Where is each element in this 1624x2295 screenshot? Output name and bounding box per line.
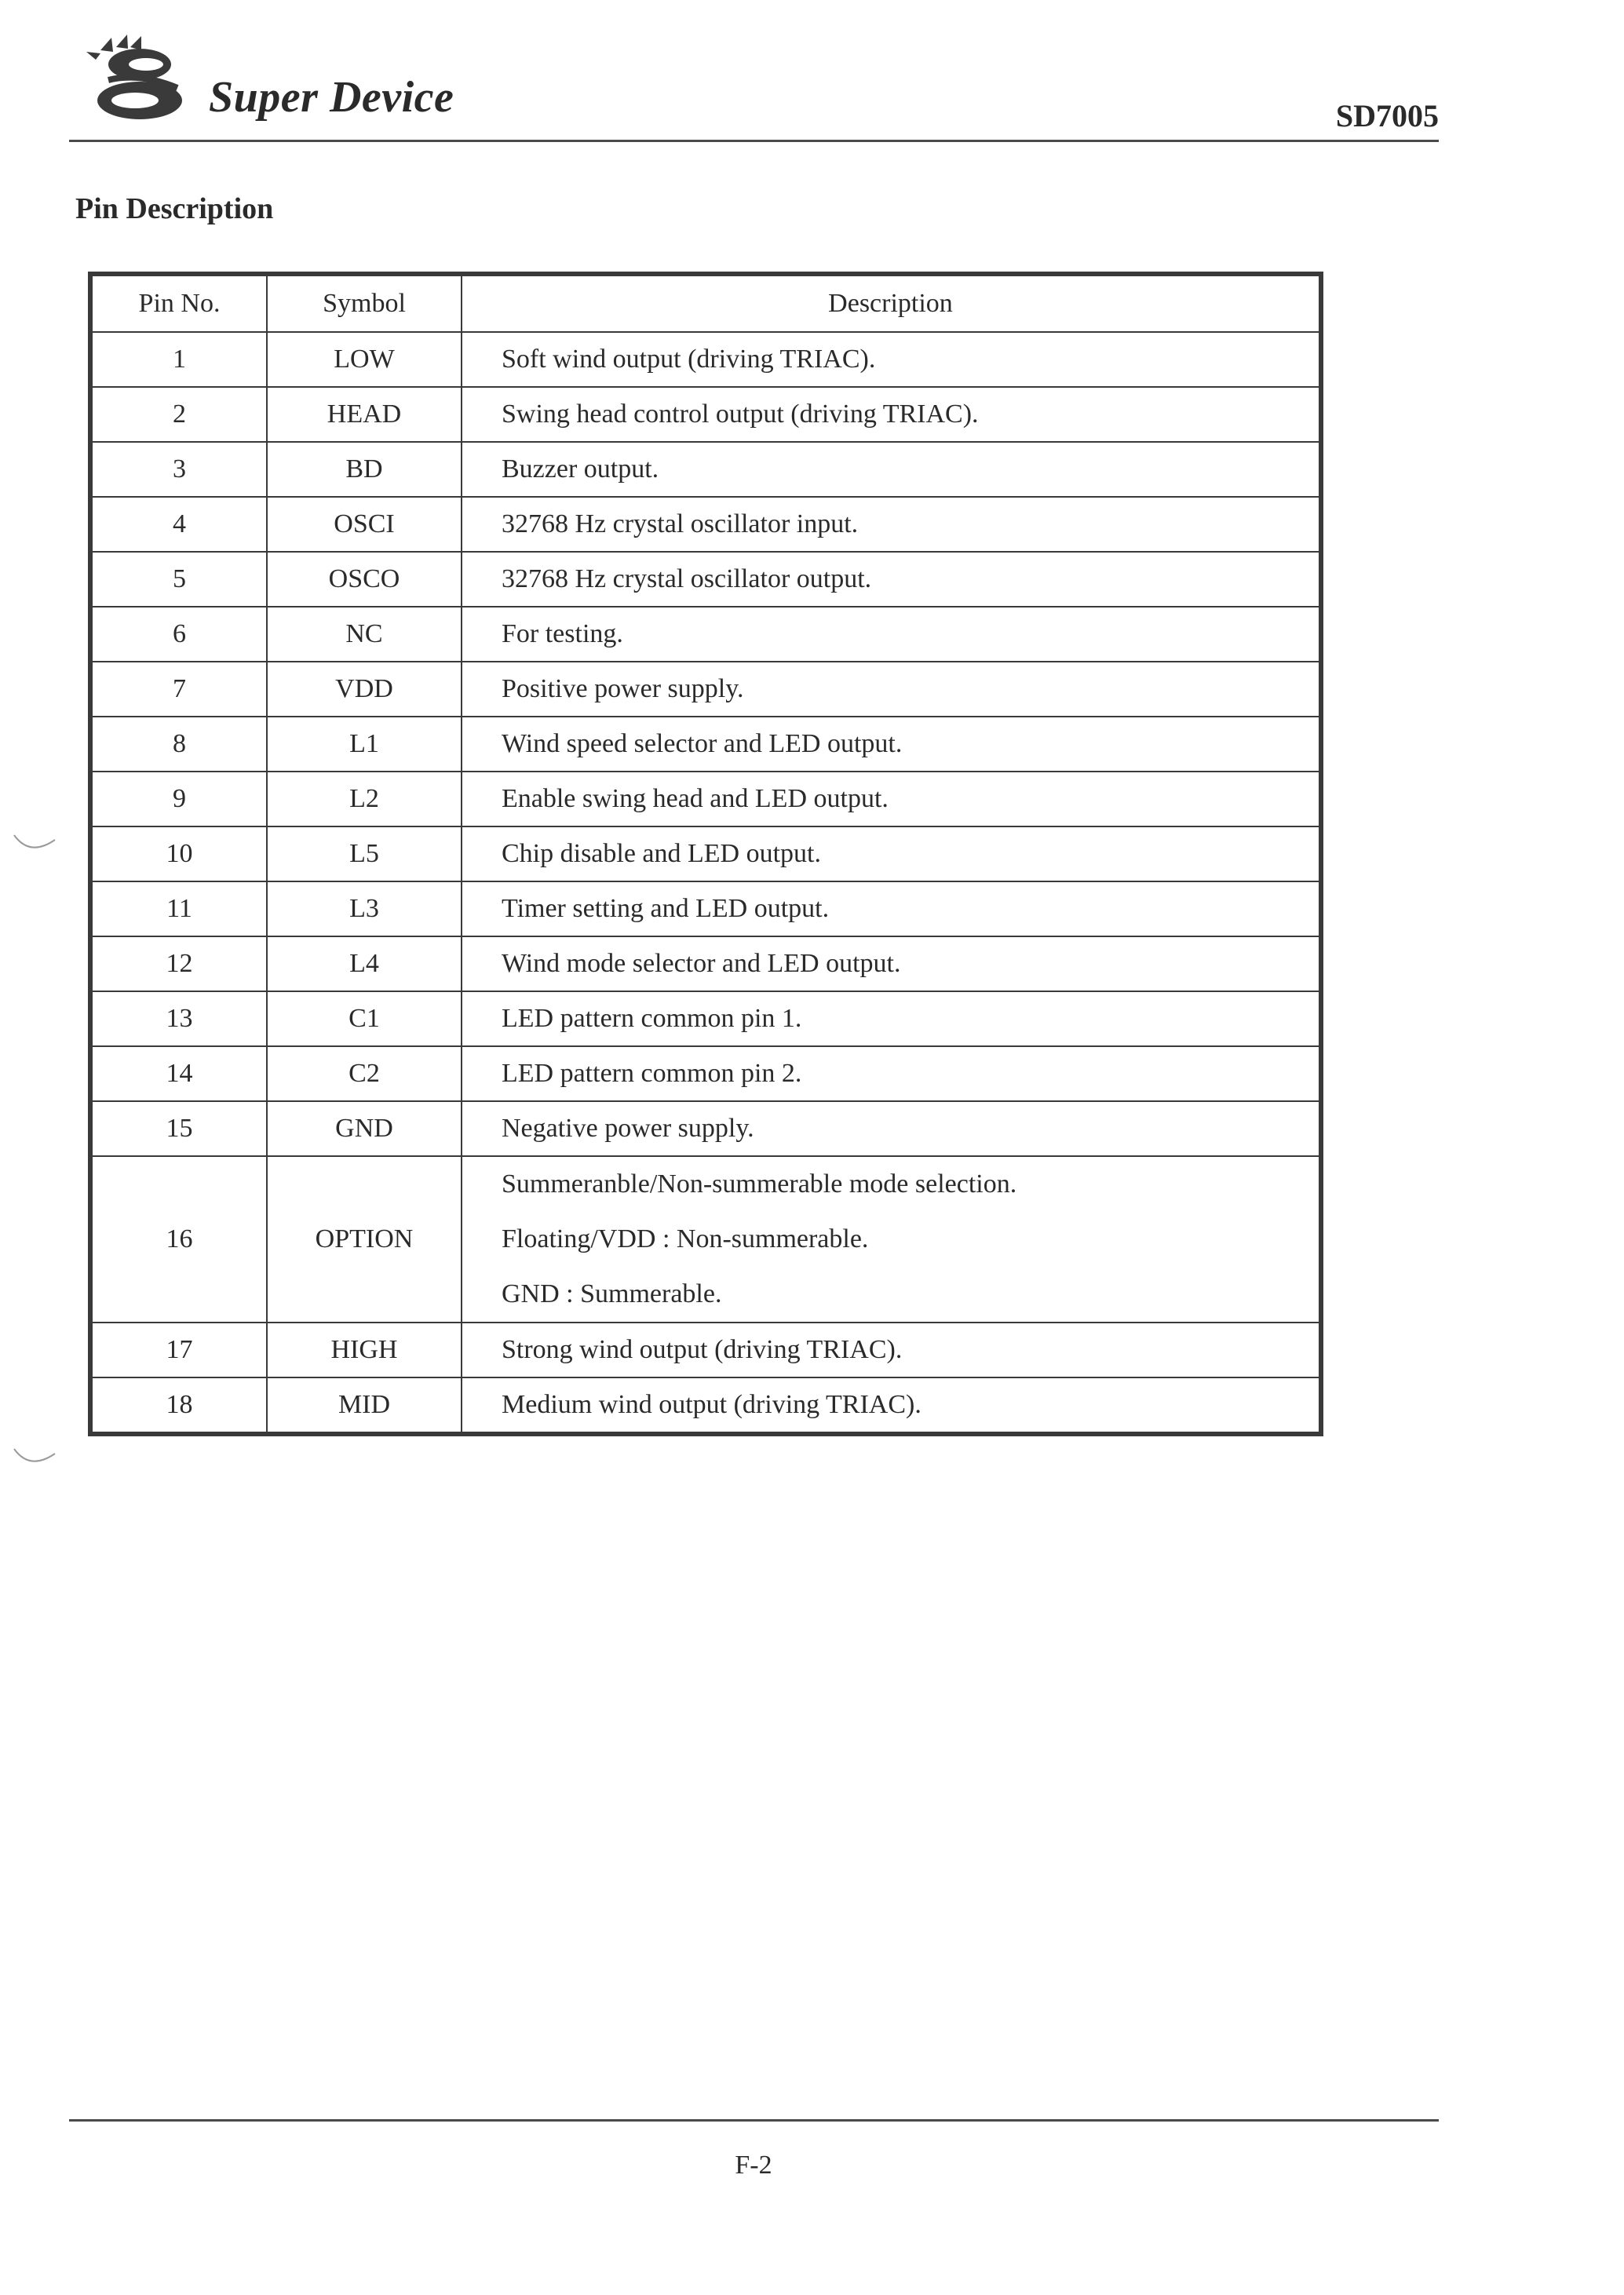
description-cell: 32768 Hz crystal oscillator output. bbox=[462, 552, 1321, 607]
table-row bbox=[90, 387, 1321, 442]
table-row bbox=[90, 881, 1321, 936]
pin-number-cell: 10 bbox=[90, 826, 267, 881]
description-cell: LED pattern common pin 2. bbox=[462, 1046, 1321, 1101]
symbol-cell: L2 bbox=[267, 772, 462, 826]
table-row bbox=[90, 772, 1321, 826]
description-cell: 32768 Hz crystal oscillator input. bbox=[462, 497, 1321, 552]
symbol-cell: C1 bbox=[267, 991, 462, 1046]
pin-number-cell: 17 bbox=[90, 1323, 267, 1377]
description-cell: Positive power supply. bbox=[462, 662, 1321, 717]
column-header-description: Description bbox=[462, 274, 1321, 332]
symbol-cell: VDD bbox=[267, 662, 462, 717]
symbol-cell: MID bbox=[267, 1377, 462, 1434]
symbol-cell: OSCI bbox=[267, 497, 462, 552]
page-header bbox=[0, 0, 1624, 149]
symbol-cell: L4 bbox=[267, 936, 462, 991]
symbol-cell: LOW bbox=[267, 332, 462, 387]
description-line: Summeranble/Non-summerable mode selection. bbox=[502, 1169, 1017, 1199]
super-device-logo-icon bbox=[85, 33, 195, 127]
section-title: Pin Description bbox=[75, 192, 274, 225]
table-row-option bbox=[90, 1156, 1321, 1323]
table-row bbox=[90, 991, 1321, 1046]
symbol-cell: OPTION bbox=[267, 1156, 462, 1323]
symbol-cell: HEAD bbox=[267, 387, 462, 442]
pin-number-cell: 2 bbox=[90, 387, 267, 442]
symbol-cell: HIGH bbox=[267, 1323, 462, 1377]
table-row bbox=[90, 662, 1321, 717]
table-header-row bbox=[90, 274, 1321, 332]
pin-number-cell: 4 bbox=[90, 497, 267, 552]
pin-number-cell: 13 bbox=[90, 991, 267, 1046]
table-row bbox=[90, 1101, 1321, 1156]
pin-number-cell: 5 bbox=[90, 552, 267, 607]
description-cell: Medium wind output (driving TRIAC). bbox=[462, 1377, 1321, 1434]
symbol-cell: BD bbox=[267, 442, 462, 497]
table-row bbox=[90, 826, 1321, 881]
pin-number-cell: 18 bbox=[90, 1377, 267, 1434]
table-row bbox=[90, 717, 1321, 772]
pin-number-cell: 6 bbox=[90, 607, 267, 662]
table-row bbox=[90, 607, 1321, 662]
scan-artifact-mark bbox=[11, 1439, 58, 1471]
brand-name: Super Device bbox=[209, 73, 454, 122]
description-cell: Wind mode selector and LED output. bbox=[462, 936, 1321, 991]
column-header-pin-no: Pin No. bbox=[90, 274, 267, 332]
description-cell: Chip disable and LED output. bbox=[462, 826, 1321, 881]
pin-number-cell: 12 bbox=[90, 936, 267, 991]
symbol-cell: OSCO bbox=[267, 552, 462, 607]
table-row bbox=[90, 552, 1321, 607]
description-cell bbox=[462, 1156, 1321, 1323]
table-row bbox=[90, 332, 1321, 387]
description-line: GND : Summerable. bbox=[502, 1279, 722, 1308]
pin-number-cell: 9 bbox=[90, 772, 267, 826]
symbol-cell: L1 bbox=[267, 717, 462, 772]
description-cell: LED pattern common pin 1. bbox=[462, 991, 1321, 1046]
description-line: Floating/VDD : Non-summerable. bbox=[502, 1224, 869, 1253]
pin-number-cell: 7 bbox=[90, 662, 267, 717]
column-header-symbol: Symbol bbox=[267, 274, 462, 332]
table-row bbox=[90, 1046, 1321, 1101]
pin-number-cell: 11 bbox=[90, 881, 267, 936]
description-cell: Swing head control output (driving TRIAC). bbox=[462, 387, 1321, 442]
pin-number-cell: 3 bbox=[90, 442, 267, 497]
description-cell: Strong wind output (driving TRIAC). bbox=[462, 1323, 1321, 1377]
symbol-cell: NC bbox=[267, 607, 462, 662]
table-row bbox=[90, 442, 1321, 497]
description-cell: Buzzer output. bbox=[462, 442, 1321, 497]
description-cell: Wind speed selector and LED output. bbox=[462, 717, 1321, 772]
scan-artifact-mark bbox=[11, 826, 58, 857]
part-number: SD7005 bbox=[1335, 98, 1439, 133]
table-row bbox=[90, 1377, 1321, 1434]
description-cell: Timer setting and LED output. bbox=[462, 881, 1321, 936]
description-cell: Negative power supply. bbox=[462, 1101, 1321, 1156]
pin-number-cell: 1 bbox=[90, 332, 267, 387]
symbol-cell: C2 bbox=[267, 1046, 462, 1101]
table-row bbox=[90, 936, 1321, 991]
symbol-cell: GND bbox=[267, 1101, 462, 1156]
footer-rule bbox=[69, 2119, 1439, 2122]
description-cell: Enable swing head and LED output. bbox=[462, 772, 1321, 826]
header-rule bbox=[69, 140, 1439, 142]
pin-number-cell: 15 bbox=[90, 1101, 267, 1156]
pin-number-cell: 16 bbox=[90, 1156, 267, 1323]
description-cell: Soft wind output (driving TRIAC). bbox=[462, 332, 1321, 387]
pin-description-table bbox=[88, 272, 1323, 1436]
symbol-cell: L3 bbox=[267, 881, 462, 936]
table-row bbox=[90, 1323, 1321, 1377]
page-number: F-2 bbox=[735, 2151, 772, 2180]
pin-number-cell: 14 bbox=[90, 1046, 267, 1101]
pin-number-cell: 8 bbox=[90, 717, 267, 772]
symbol-cell: L5 bbox=[267, 826, 462, 881]
table-row bbox=[90, 497, 1321, 552]
description-cell: For testing. bbox=[462, 607, 1321, 662]
